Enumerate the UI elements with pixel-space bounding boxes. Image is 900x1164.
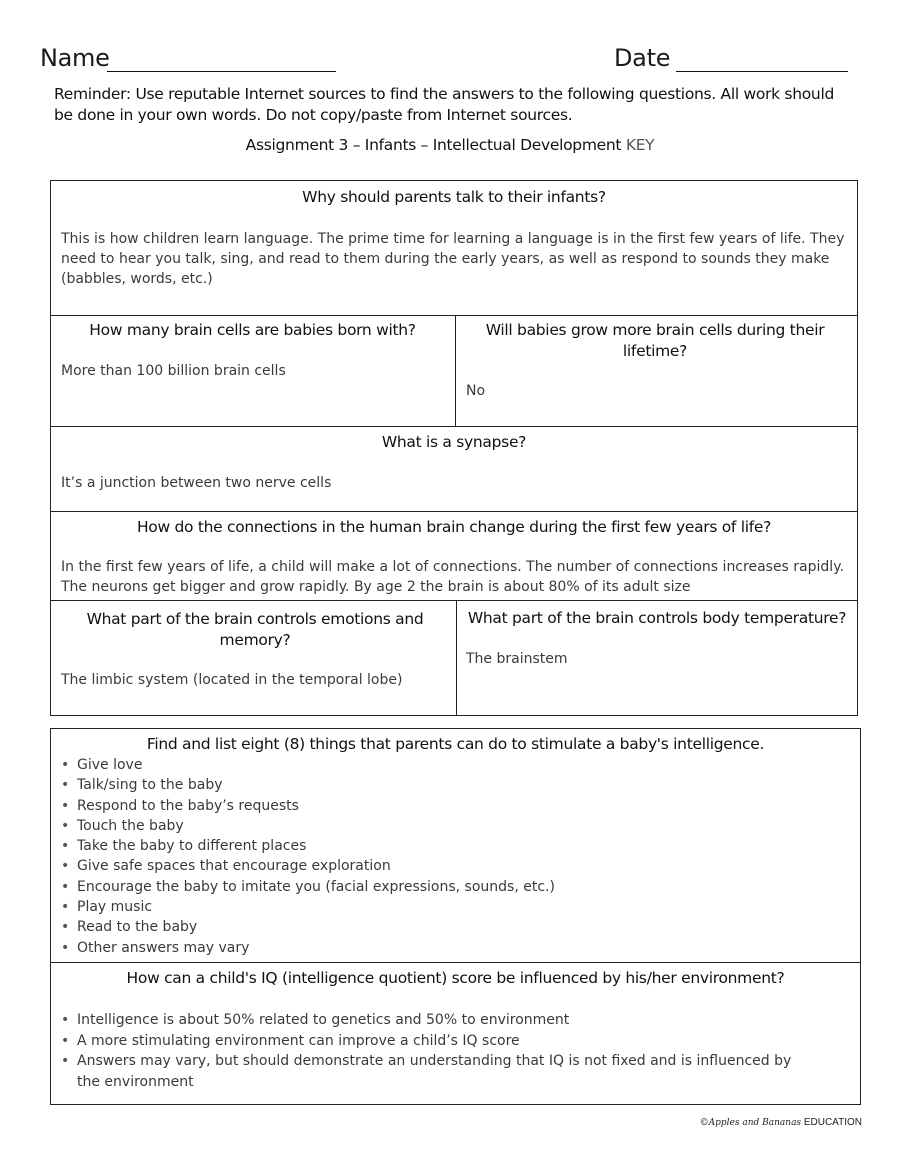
list-item: • Touch the baby: [57, 816, 847, 836]
name-line[interactable]: [107, 71, 336, 72]
question-emotions-memory: What part of the brain controls emotions and memory?: [86, 610, 424, 649]
divider: [456, 600, 457, 716]
answer-synapse[interactable]: It’s a junction between two nerve cells: [61, 475, 332, 491]
assignment-title-text: Assignment 3 – Infants – Intellectual Development: [245, 136, 622, 154]
divider: [50, 315, 858, 316]
question-body-temperature: What part of the brain controls body temperature?: [467, 609, 847, 627]
list-item: • Encourage the baby to imitate you (facial expressions, sounds, etc.): [57, 877, 847, 897]
divider: [455, 315, 456, 426]
footer-brand-script: ©Apples and Bananas: [699, 1118, 802, 1128]
footer-brand: [700, 1117, 862, 1128]
list-item: • Talk/sing to the baby: [57, 775, 847, 795]
list-item: • Play music: [57, 897, 847, 917]
list-item: • A more stimulating environment can improve a child’s IQ score: [57, 1031, 817, 1052]
date-label: Date: [614, 44, 671, 72]
list-item: • Other answers may vary: [57, 938, 847, 958]
question-stimulate-intelligence: Find and list eight (8) things that parents can do to stimulate a baby's intelligence.: [146, 735, 765, 753]
stimulate-intelligence-list: [57, 755, 847, 958]
list-item: • Give safe spaces that encourage exploration: [57, 856, 847, 876]
list-item: • Give love: [57, 755, 847, 775]
answer-grow-more-cells[interactable]: No: [466, 383, 486, 399]
key-label: KEY: [625, 136, 655, 154]
question-grow-more-cells: Will babies grow more brain cells during their lifetime?: [485, 321, 825, 360]
divider: [50, 962, 861, 963]
divider: [50, 511, 858, 512]
list-item: • Respond to the baby’s requests: [57, 796, 847, 816]
question-brain-connections: How do the connections in the human brain change during the first few years of life?: [136, 518, 772, 536]
name-label: Name: [40, 44, 110, 72]
answer-body-temperature[interactable]: The brainstem: [466, 651, 568, 667]
list-item: • Answers may vary, but should demonstrate an understanding that IQ is not fixed and is influenced by the environment: [57, 1051, 817, 1092]
date-line[interactable]: [676, 71, 848, 72]
footer-brand-caps: EDUCATION: [803, 1117, 862, 1128]
answer-brain-connections[interactable]: In the first few years of life, a child will make a lot of connections. The number of connections increases rapidly. The neurons get bigger and grow rapidly. By age 2 the brain is about 80% of its adult size: [61, 559, 844, 595]
list-item: • Read to the baby: [57, 917, 847, 937]
iq-environment-list: [57, 1010, 817, 1092]
assignment-title: [0, 136, 900, 154]
reminder-text: Reminder: Use reputable Internet sources to find the answers to the following questions. All work should be done in your own words. Do not copy/paste from Internet sources.: [54, 85, 834, 124]
answer-brain-cells-born[interactable]: More than 100 billion brain cells: [61, 363, 286, 379]
question-iq-environment: How can a child's IQ (intelligence quotient) score be influenced by his/her environment?: [126, 969, 785, 987]
question-brain-cells-born: How many brain cells are babies born with?: [89, 321, 416, 339]
answer-talk-to-infants[interactable]: This is how children learn language. The prime time for learning a language is in the first few years of life. They need to hear you talk, sing, and read to them during the early years, as well as respond to sounds they make (babbles, words, etc.): [61, 231, 845, 287]
divider: [50, 426, 858, 427]
list-item: • Take the baby to different places: [57, 836, 847, 856]
question-talk-to-infants: Why should parents talk to their infants?: [302, 188, 606, 206]
question-synapse: What is a synapse?: [381, 433, 527, 451]
list-item: • Intelligence is about 50% related to genetics and 50% to environment: [57, 1010, 817, 1031]
divider: [50, 600, 858, 601]
answer-emotions-memory[interactable]: The limbic system (located in the temporal lobe): [61, 672, 403, 688]
